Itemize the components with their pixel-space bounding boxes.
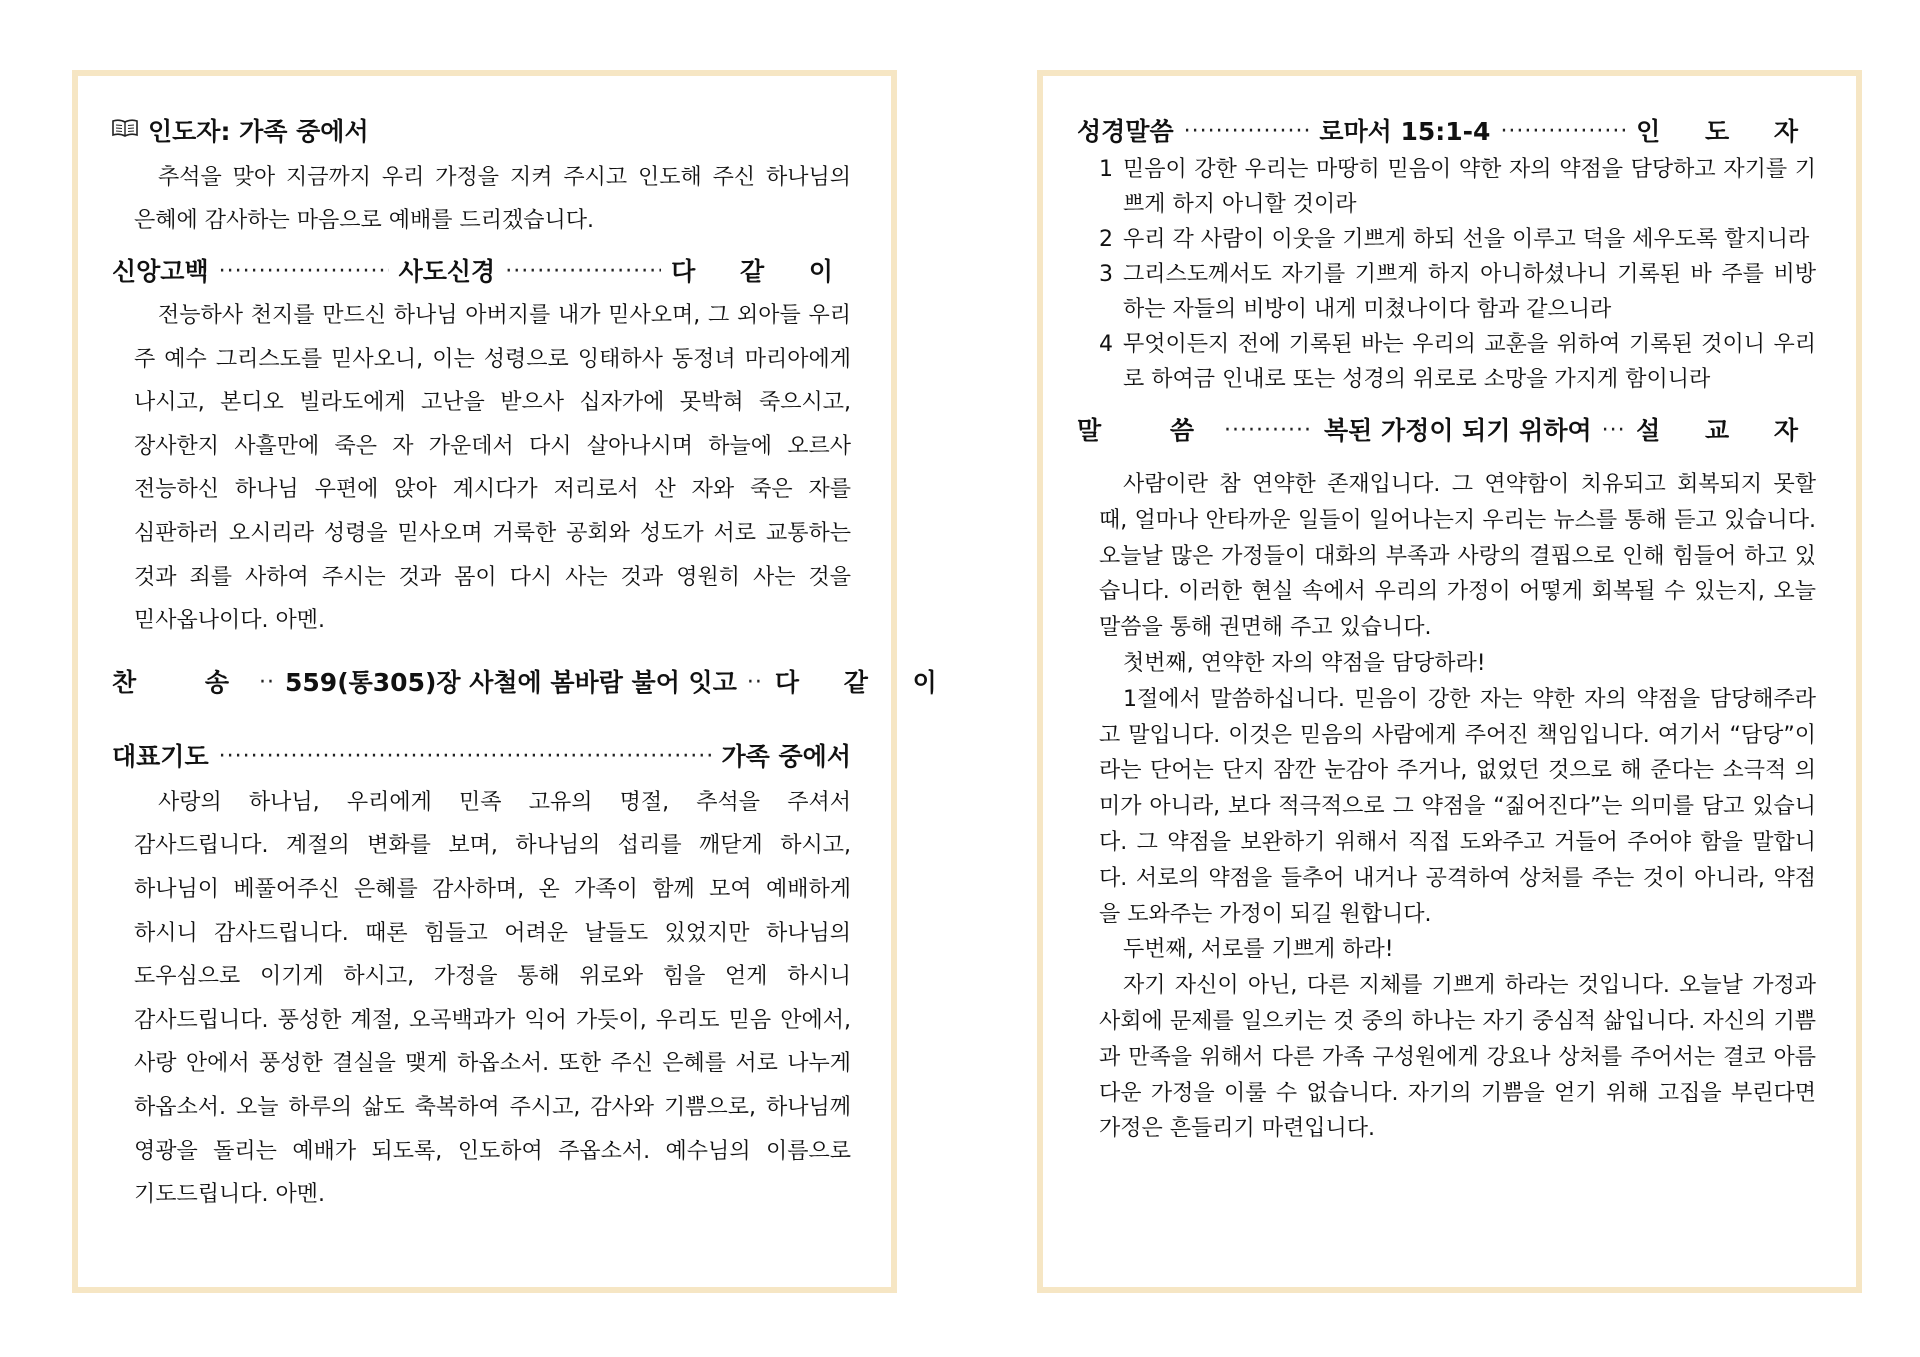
sermon-body — [1099, 467, 1816, 1147]
verse-number: 1 — [1099, 157, 1113, 182]
scripture-title: 로마서 15:1-4 — [1319, 117, 1491, 146]
hymn-label: 찬 송 — [112, 667, 260, 697]
verse-number: 3 — [1099, 262, 1113, 287]
leader-title: 인도자: 가족 중에서 — [148, 117, 369, 146]
verse-item — [1099, 327, 1816, 397]
creed-label: 신앙고백 — [112, 257, 209, 286]
sermon-paragraph: 1절에서 말씀하십니다. 믿음이 강한 자는 약한 자의 약점을 담당해주라고 말입니다. 이것은 믿음의 사람에게 주어진 책임입니다. 여기서 “담당”이라는 단어는 단지 잠깐 눈감아 주거나, 없었던 것으로 해 준다는 소극적 의미가 아니라, 보다 적극적으로 그 약점을 “짊어진다”는 의미를 담고 있습니다. 그 약점을 보완하기 위해서 직접 도와주고 거들어 주어야 함을 말합니다. 서로의 약점을 들추어 내거나 공격하여 상처를 주는 것이 아니라, 약점을 도와주는 가정이 되길 원합니다. — [1099, 686, 1816, 927]
scripture-by: 인 도 자 — [1636, 117, 1817, 146]
hymn-by: 다 같 이 — [774, 667, 955, 697]
verse-item — [1099, 222, 1816, 257]
verse-item — [1099, 257, 1816, 327]
verse-number: 2 — [1099, 227, 1113, 252]
sermon-heading — [1077, 413, 1816, 449]
hymn-title: 559(통305)장 사철에 봄바람 불어 잇고 — [285, 667, 737, 697]
hymn-heading — [112, 665, 955, 701]
creed-text: 전능하사 천지를 만드신 하나님 아버지를 내가 믿사오며, 그 외아들 우리 주 예수 그리스도를 믿사오니, 이는 성령으로 잉태하사 동정녀 마리아에게 나시고, 본디오 빌라도에게 고난을 받으사 십자가에 못박혀 죽으시고, 장사한지 사흘만에 죽은 자 가운데서 다시 살아나시며 하늘에 오르사 전능하신 하나님 우편에 앉아 계시다가 저리로서 산 자와 죽은 자를 심판하러 오시리라 성령을 믿사오며 거룩한 공회와 성도가 서로 교통하는 것과 죄를 사하여 주시는 것과 몸이 다시 사는 것과 영원히 사는 것을 믿사옵나이다. 아멘. — [134, 303, 851, 634]
leader-dots — [1184, 114, 1310, 150]
left-page — [72, 70, 955, 1293]
sermon-subheading: 첫번째, 연약한 자의 약점을 담당하라! — [1123, 650, 1486, 676]
verse-list — [1077, 152, 1816, 397]
leader-dots — [1500, 114, 1626, 150]
verse-text: 믿음이 강한 우리는 마땅히 믿음이 약한 자의 약점을 담당하고 자기를 기쁘게 하지 아니할 것이라 — [1123, 157, 1816, 217]
sermon-label: 말 씀 — [1077, 416, 1225, 445]
sermon-title: 복된 가정이 되기 위하여 — [1324, 416, 1592, 445]
right-page — [1037, 70, 1862, 1293]
leader-text: 추석을 맞아 지금까지 우리 가정을 지켜 주시고 인도해 주신 하나님의 은혜에 감사하는 마음으로 예배를 드리겠습니다. — [134, 165, 851, 233]
leader-dots — [219, 739, 712, 775]
prayer-label: 대표기도 — [112, 741, 209, 771]
verse-text: 무엇이든지 전에 기록된 바는 우리의 교훈을 위하여 기록된 것이니 우리로 하여금 인내로 또는 성경의 위로로 소망을 가지게 함이니라 — [1123, 332, 1816, 392]
sermon-by: 설 교 자 — [1636, 416, 1816, 445]
leader-dots — [1602, 413, 1627, 449]
sermon-subheading: 두번째, 서로를 기쁘게 하라! — [1123, 937, 1394, 963]
verse-item — [1099, 152, 1816, 222]
verse-number: 4 — [1099, 332, 1113, 357]
verse-text: 그리스도께서도 자기를 기쁘게 하지 아니하셨나니 기록된 바 주를 비방하는 자들의 비방이 내게 미쳤나이다 함과 같으니라 — [1123, 262, 1816, 322]
book-icon — [112, 114, 138, 150]
creed-heading — [112, 254, 851, 290]
leader-dots — [259, 665, 277, 701]
leader-heading — [112, 114, 851, 150]
leader-dots — [505, 254, 661, 290]
prayer-text: 사랑의 하나님, 우리에게 민족 고유의 명절, 추석을 주셔서 감사드립니다. 계절의 변화를 보며, 하나님의 섭리를 깨닫게 하시고, 하나님이 베풀어주신 은혜를 감사하며, 온 가족이 함께 모여 예배하게 하시니 감사드립니다. 때론 힘들고 어려운 날들도 있었지만 하나님의 도우심으로 이기게 하시고, 가정을 통해 위로와 힘을 얻게 하시니 감사드립니다. 풍성한 계절, 오곡백과가 익어 가듯이, 우리도 믿음 안에서, 사랑 안에서 풍성한 결실을 맺게 하옵소서. 또한 주신 은혜를 서로 나누게 하옵소서. 오늘 하루의 삶도 축복하여 주시고, 감사와 기쁨으로, 하나님께 영광을 돌리는 예배가 되도록, 인도하여 주옵소서. 예수님의 이름으로 기도드립니다. 아멘. — [134, 789, 851, 1208]
scripture-label: 성경말씀 — [1077, 117, 1174, 146]
sermon-paragraph: 사람이란 참 연약한 존재입니다. 그 연약함이 치유되고 회복되지 못할 때, 얼마나 안타까운 일들이 일어나는지 우리는 뉴스를 통해 듣고 있습니다. 오늘날 많은 가정들이 대화의 부족과 사랑의 결핍으로 인해 힘들어 하고 있습니다. 이러한 현실 속에서 우리의 가정이 어떻게 회복될 수 있는지, 오늘 말씀을 통해 권면해 주고 있습니다. — [1099, 472, 1816, 641]
prayer-heading — [112, 739, 851, 775]
creed-title: 사도신경 — [398, 257, 496, 286]
leader-dots — [219, 254, 389, 290]
creed-by: 다 같 이 — [671, 257, 851, 286]
sermon-paragraph: 자기 자신이 아닌, 다른 지체를 기쁘게 하라는 것입니다. 오늘날 가정과 사회에 문제를 일으키는 것 중의 하나는 자기 중심적 삶입니다. 자신의 기쁨과 만족을 위해서 다른 가족 구성원에게 강요나 상처를 주어서는 결코 아름다운 가정을 이룰 수 없습니다. 자기의 기쁨을 얻기 위해 고집을 부린다면 가정은 흔들리기 마련입니다. — [1099, 973, 1816, 1142]
leader-dots — [1224, 413, 1314, 449]
prayer-by: 가족 중에서 — [721, 741, 851, 771]
verse-text: 우리 각 사람이 이웃을 기쁘게 하되 선을 이루고 덕을 세우도록 할지니라 — [1123, 227, 1810, 252]
scripture-heading — [1077, 114, 1816, 150]
leader-dots — [747, 665, 765, 701]
